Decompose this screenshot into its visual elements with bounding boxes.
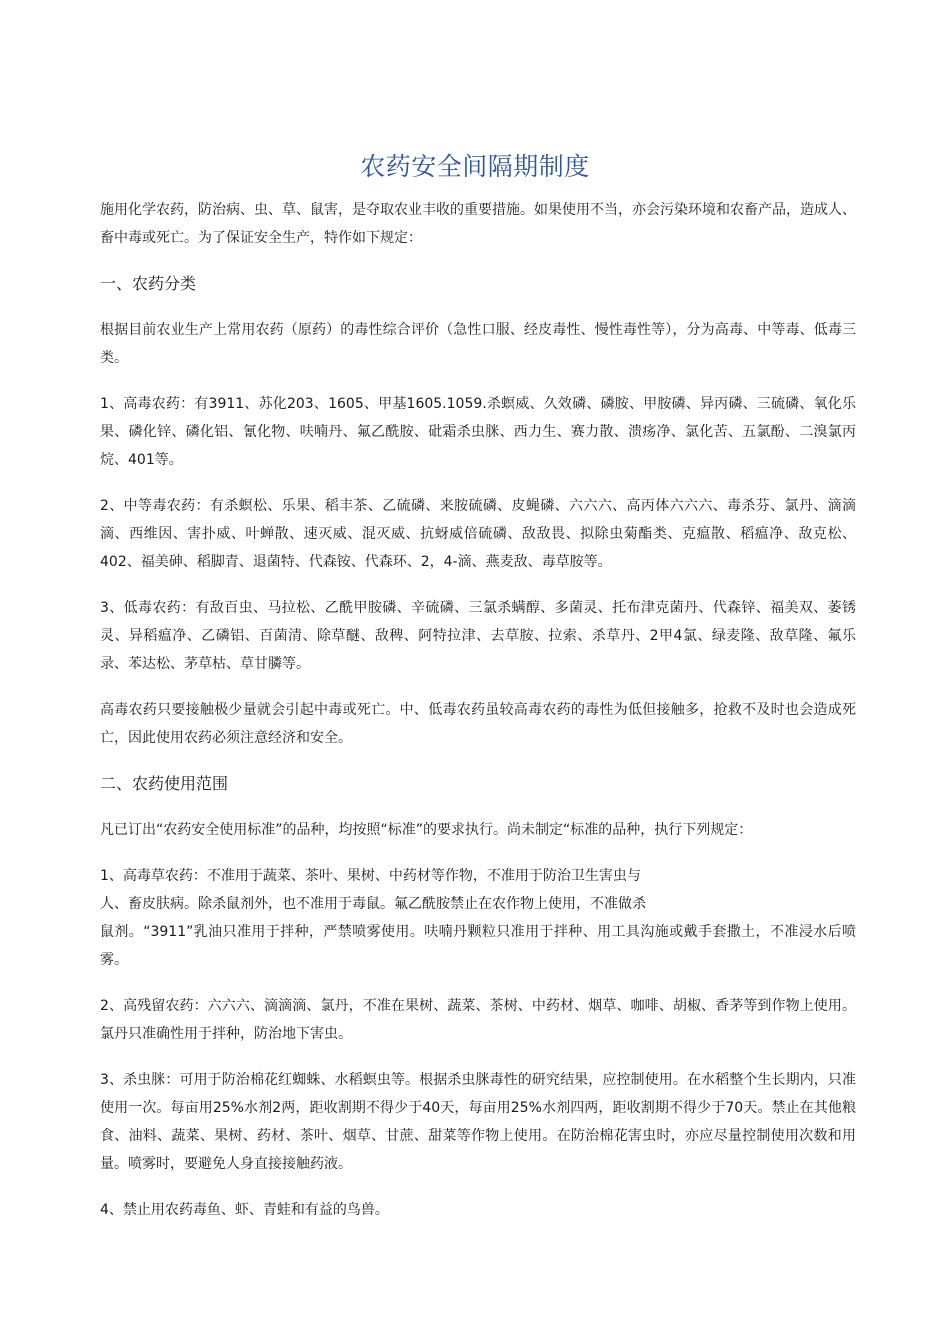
medium-toxicity-list: 2、中等毒农药：有杀螟松、乐果、稻丰茶、乙硫磷、来胺硫磷、皮蝇磷、六六六、高丙体六六六、毒杀芬、氯丹、滴滴滴、西维因、害扑威、叶蝉散、速灭威、混灭威、抗蚜威倍硫磷、敌敌畏、拟除虫菊酯类、克瘟散、稻瘟净、敌克松、402、福美砷、稻脚青、退菌特、代森铵、代森环、2，4-滴、燕麦敌、毒草胺等。: [100, 498, 856, 570]
low-toxicity-list: 3、低毒农药：有敌百虫、马拉松、乙酰甲胺磷、辛硫磷、三氯杀螨醇、多菌灵、托布津克菌丹、代森锌、福美双、萎锈灵、异稻瘟净、乙磷铝、百菌清、除草醚、敌稗、阿特拉津、去草胺、拉索、杀草丹、2甲4氯、绿麦隆、敌草隆、氟乐录、苯达松、茅草枯、草甘膦等。: [100, 600, 856, 672]
usage-scope-paragraph: 凡已订出“农药安全使用标准”的品种，均按照“标准”的要求执行。尚未制定“标准的品种，执行下列规定：: [100, 822, 753, 838]
section-heading-classification: 一、农药分类: [100, 274, 197, 293]
rule-high-toxicity-line: 人、畜皮肤病。除杀鼠剂外，也不准用于毒鼠。氟乙酰胺禁止在农作物上使用，不准做杀: [100, 896, 646, 912]
rule-high-toxicity-line: 1、高毒草农药：不准用于蔬菜、茶叶、果树、中药材等作物，不准用于防治卫生害虫与: [100, 868, 641, 884]
document-title: 农药安全间隔期制度: [360, 152, 590, 181]
intro-paragraph: 施用化学农药，防治病、虫、草、鼠害，是夺取农业丰收的重要措施。如果使用不当，亦会污染环境和农畜产品，造成人、畜中毒或死亡。为了保证安全生产，特作如下规定：: [100, 202, 856, 246]
rule-prohibited-use: 4、禁止用农药毒鱼、虾、青蛙和有益的鸟兽。: [100, 1202, 389, 1218]
document-body: [100, 196, 856, 1242]
classification-paragraph: 根据目前农业生产上常用农药（原药）的毒性综合评价（急性口服、经皮毒性、慢性毒性等），分为高毒、中等毒、低毒三类。: [100, 322, 856, 366]
toxicity-note-paragraph: 高毒农药只要接触极少量就会引起中毒或死亡。中、低毒农药虽较高毒农药的毒性为低但接触多，抢救不及时也会造成死亡，因此使用农药必须注意经济和安全。: [100, 702, 856, 746]
high-toxicity-list: 1、高毒农药：有3911、苏化203、1605、甲基1605.1059.杀螟威、久效磷、磷胺、甲胺磷、异丙磷、三硫磷、氧化乐果、磷化锌、磷化铝、氰化物、呋喃丹、氟乙酰胺、砒霜杀虫脒、西力生、赛力散、溃疡净、氯化苦、五氯酚、二溴氯丙烷、401等。: [100, 396, 856, 468]
rule-high-toxicity-line: 鼠剂。“3911”乳油只准用于拌种，严禁喷雾使用。呋喃丹颗粒只准用于拌种、用工具沟施或戴手套撒土，不准浸水后喷雾。: [100, 924, 856, 968]
rule-chlordimeform: 3、杀虫脒：可用于防治棉花红蜘蛛、水稻螟虫等。根据杀虫脒毒性的研究结果，应控制使用。在水稻整个生长期内，只准使用一次。每亩用25%水剂2两，距收割期不得少于40天，每亩用25%水剂四两，距收割期不得少于70天。禁止在其他粮食、油料、蔬菜、果树、药材、茶叶、烟草、甘蔗、甜菜等作物上使用。在防治棉花害虫时，亦应尽量控制使用次数和用量。喷雾时，要避免人身直接接触药液。: [100, 1072, 856, 1172]
rule-high-toxicity: [100, 862, 856, 974]
section-heading-usage-scope: 二、农药使用范围: [100, 774, 229, 793]
rule-high-residue: 2、高残留农药：六六六、滴滴滴、氯丹，不准在果树、蔬菜、茶树、中药材、烟草、咖啡、胡椒、香茅等到作物上使用。氯丹只准确性用于拌种，防治地下害虫。: [100, 998, 856, 1042]
